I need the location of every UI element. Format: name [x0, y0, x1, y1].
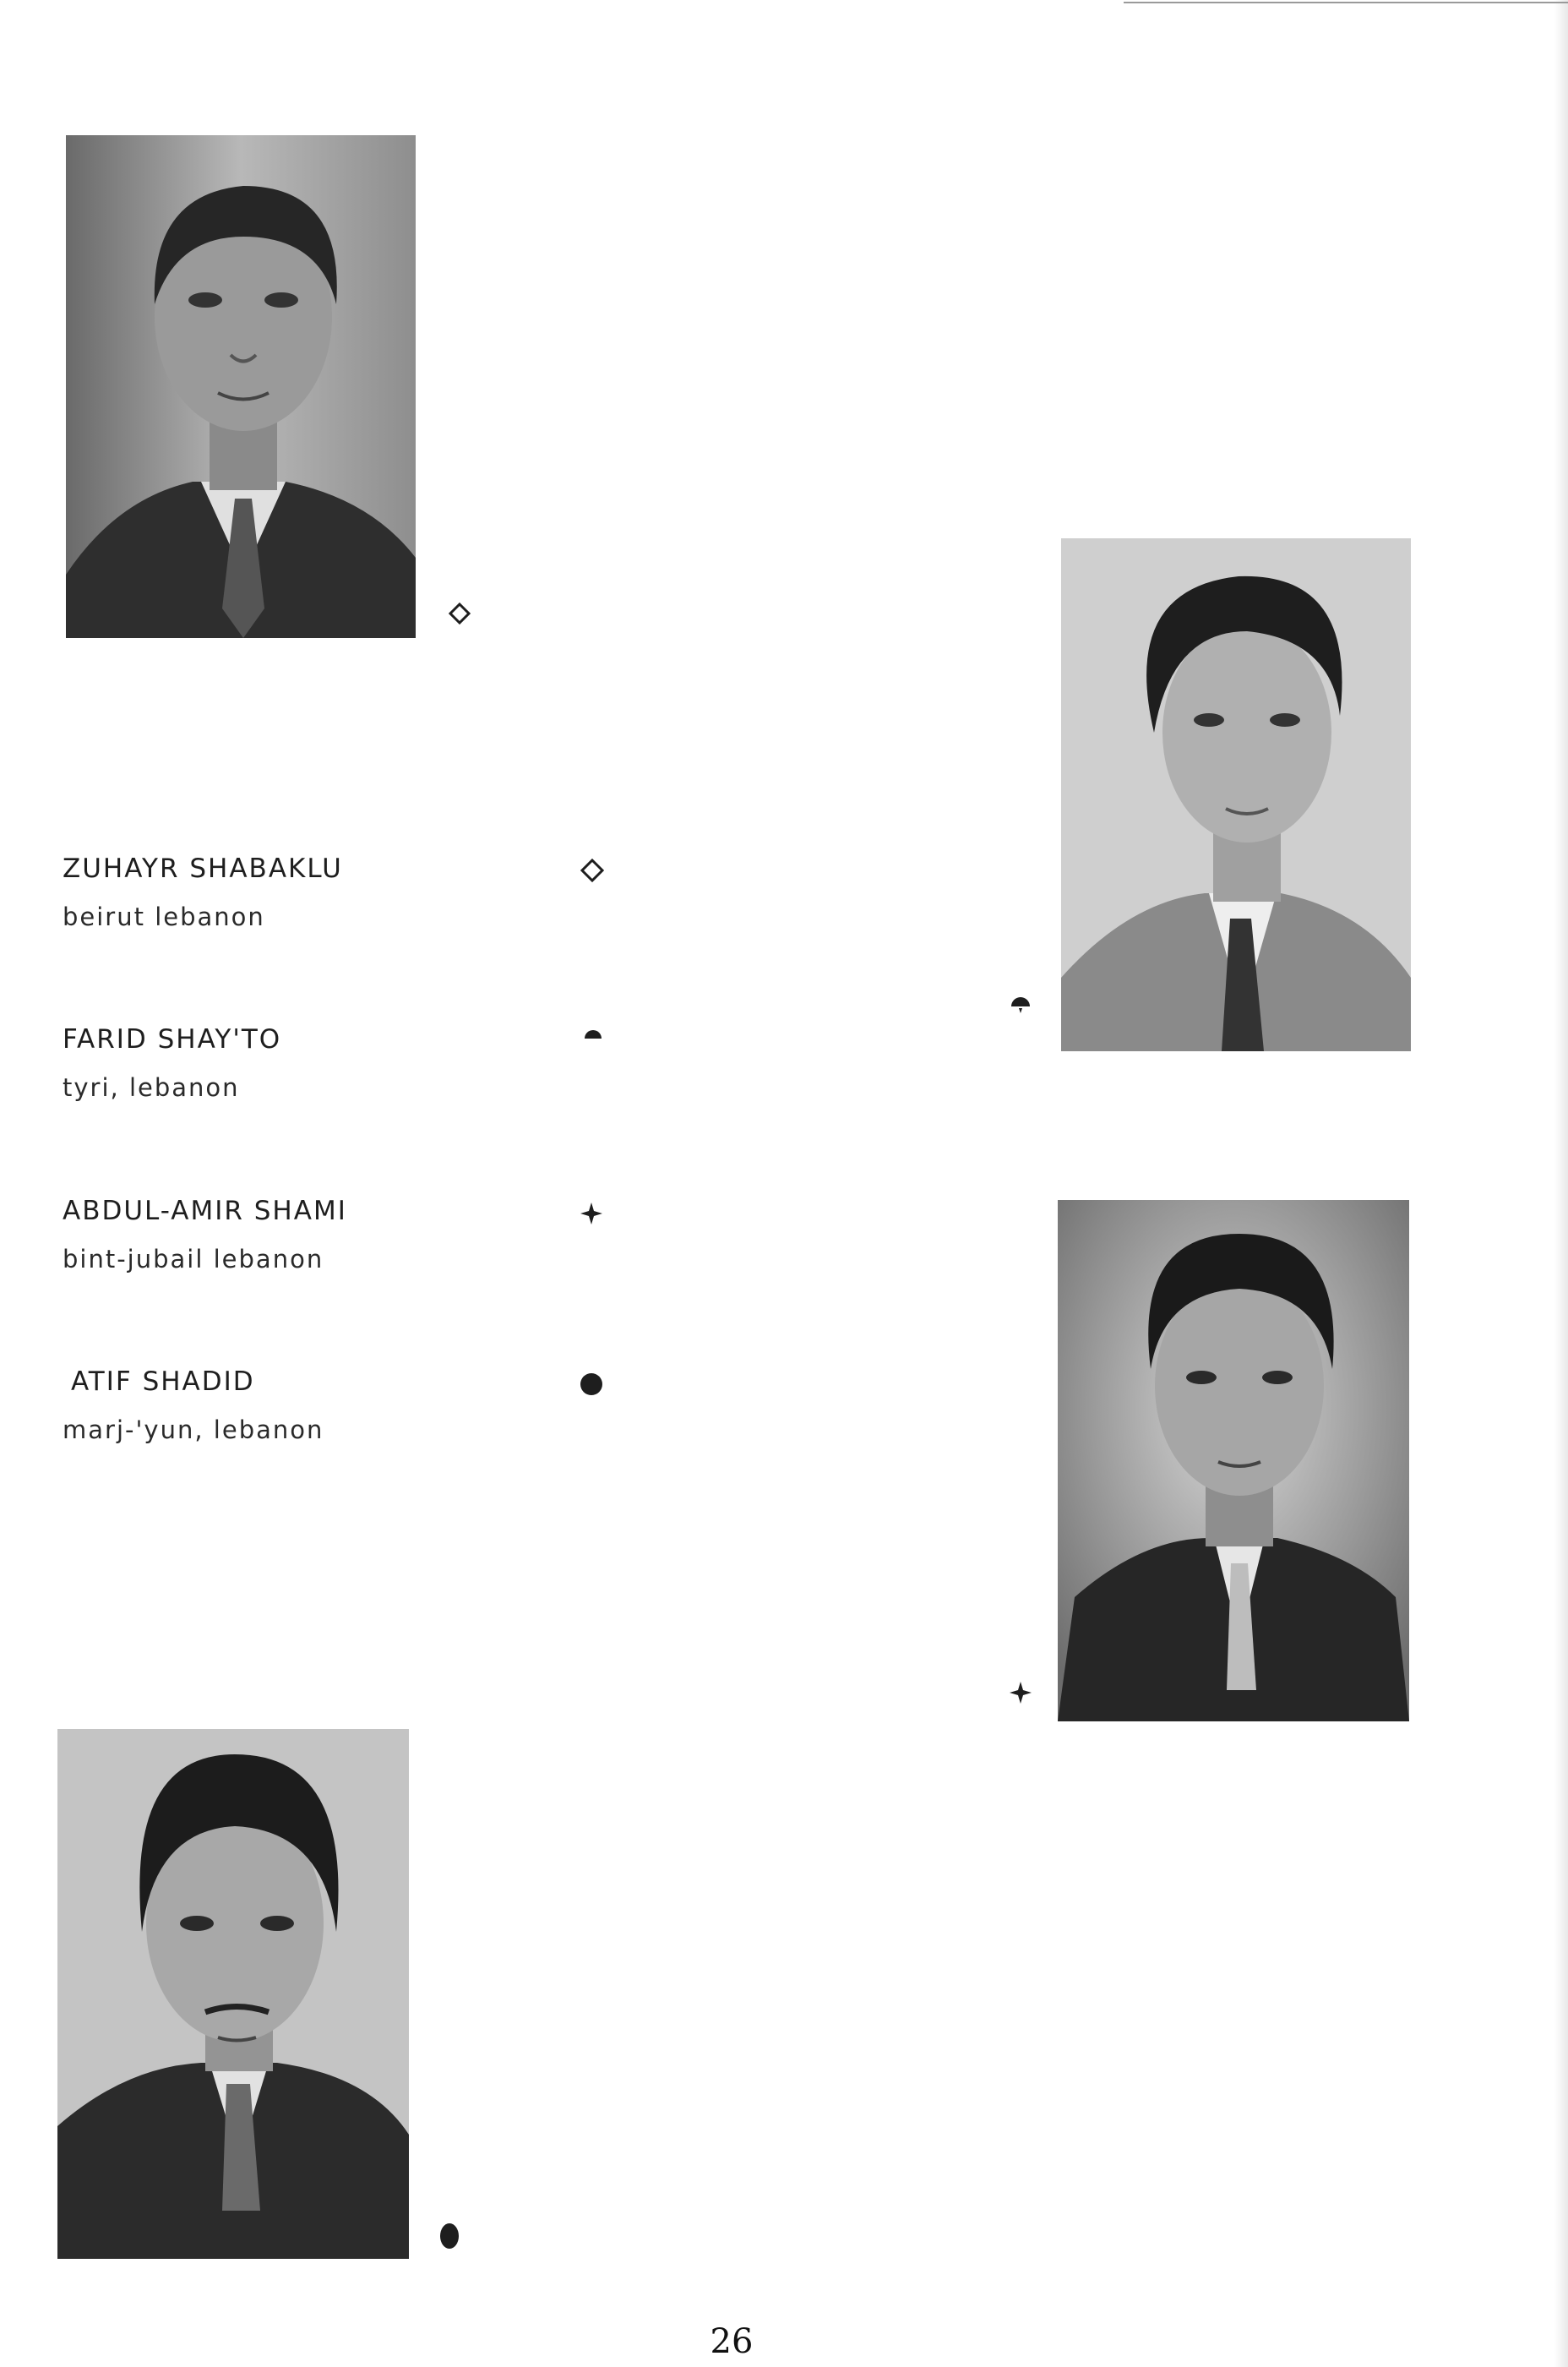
entry-name: ATIF SHADID	[71, 1366, 255, 1397]
filled-circle-icon	[576, 1369, 607, 1399]
portrait-photo-shami	[1058, 1200, 1409, 1721]
entry-farid-shayto	[63, 1023, 281, 1104]
entry-atif-shadid	[63, 1365, 324, 1447]
entry-name: ZUHAYR SHABAKLU	[63, 854, 343, 884]
diamond-icon	[577, 855, 607, 886]
entry-place: tyri, lebanon	[63, 1073, 240, 1102]
four-point-star-icon	[576, 1198, 607, 1229]
entry-name: FARID SHAY'TO	[63, 1024, 282, 1055]
portrait-photo-shabaklu	[66, 135, 416, 638]
page-number: 26	[710, 2322, 754, 2361]
entry-zuhayr-shabaklu	[63, 852, 343, 934]
entry-abdul-amir-shami	[63, 1194, 347, 1276]
portrait-photo-shayto	[1061, 538, 1411, 1051]
half-disc-icon	[578, 1021, 608, 1051]
diamond-icon	[444, 598, 475, 629]
entry-place: beirut lebanon	[63, 903, 265, 931]
filled-circle-icon	[434, 2221, 465, 2251]
entry-place: bint-jubail lebanon	[63, 1245, 324, 1273]
half-disc-icon	[1005, 990, 1036, 1021]
top-rule	[1124, 2, 1568, 3]
four-point-star-icon	[1005, 1677, 1036, 1708]
page-edge	[1554, 0, 1568, 2367]
portrait-photo-shadid	[57, 1729, 409, 2259]
entry-name: ABDUL-AMIR SHAMI	[63, 1196, 347, 1226]
entry-place: marj-'yun, lebanon	[63, 1415, 324, 1444]
